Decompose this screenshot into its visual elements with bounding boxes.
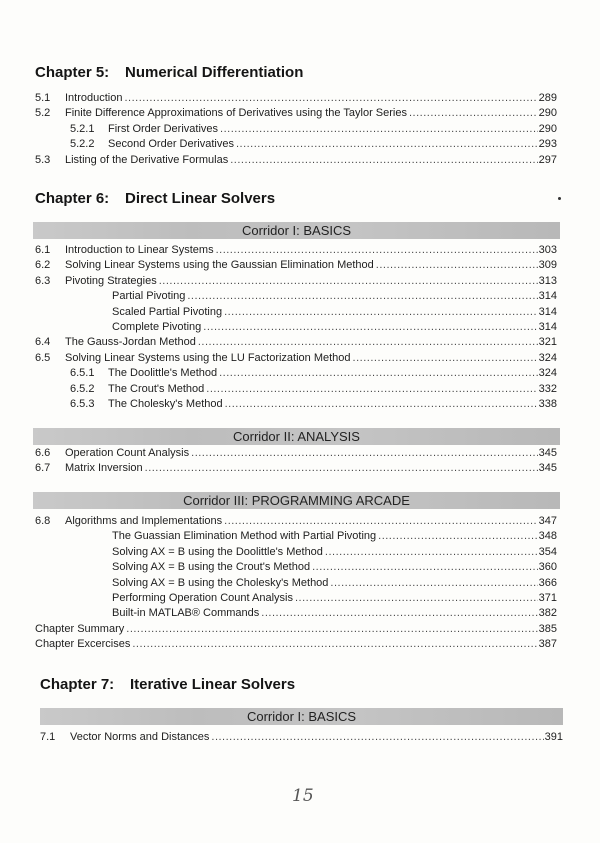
chapter-label: Chapter 5: [35,64,110,81]
dot-leader [409,106,538,121]
entry-page: 303 [538,244,557,256]
toc-section [35,514,557,653]
entry-line [70,730,563,745]
entry-line [108,382,557,397]
entry-number: 6.5.1 [70,367,95,380]
dot-leader [187,289,537,304]
entry-line [65,446,557,461]
entry-number: 5.1 [35,92,51,104]
toc-entry[interactable] [35,153,557,168]
entry-line [65,514,557,529]
entry-title: Built-in MATLAB® Commands [112,607,260,620]
toc-section [35,243,557,412]
toc-entry[interactable] [35,382,557,397]
dot-leader [225,397,538,412]
entry-page: 360 [538,561,557,574]
corridor-banner: Corridor II: ANALYSIS [33,428,560,445]
dot-leader [224,305,538,320]
toc-entry[interactable] [35,560,557,575]
dot-leader [145,461,538,476]
entry-line [112,560,557,575]
entry-title: Introduction to Linear Systems [65,244,214,256]
dot-leader [220,122,538,137]
entry-title: Vector Norms and Distances [70,731,210,743]
toc-section [35,91,557,168]
toc-entry[interactable] [35,545,557,560]
entry-page: 321 [538,336,557,349]
toc-entry[interactable] [35,461,557,476]
entry-title: Performing Operation Count Analysis [112,591,293,604]
dot-leader [230,153,537,168]
corridor-banner: Corridor III: PROGRAMMING ARCADE [33,492,560,509]
entry-line [112,576,557,591]
entry-page: 293 [538,138,557,151]
entry-line [65,153,557,168]
chapter-label: Chapter 7: [40,676,115,693]
chapter-title: Numerical Differentiation [125,64,304,81]
entry-page: 382 [538,607,557,620]
chapter-title: Direct Linear Solvers [125,190,276,207]
entry-title: Listing of the Derivative Formulas [65,153,229,166]
entry-page: 309 [538,259,557,272]
entry-page: 313 [538,274,557,287]
entry-line [35,622,557,637]
chapter-heading [35,64,303,81]
entry-page: 314 [538,305,557,318]
entry-page: 297 [538,153,557,166]
entry-line [65,106,557,121]
toc-entry[interactable] [35,366,557,381]
dot-leader [124,91,537,106]
entry-page: 348 [538,530,557,543]
entry-page: 345 [538,462,557,475]
page-number: 15 [292,786,314,806]
toc-entry[interactable] [35,106,557,121]
toc-entry[interactable] [35,243,557,258]
entry-line [65,335,557,350]
entry-page: 387 [538,638,557,651]
entry-title: The Guassian Elimination Method with Partial Pivoting [112,530,377,543]
entry-number: 6.4 [35,336,51,349]
corridor-banner: Corridor I: BASICS [40,708,563,725]
toc-entry[interactable] [35,637,557,652]
entry-line [112,606,557,621]
entry-title: Solving Linear Systems using the LU Factorization Method [65,351,351,364]
entry-page: 345 [538,447,557,459]
entry-line [65,274,557,289]
entry-title: The Doolittle's Method [108,367,218,380]
entry-title: Introduction [65,92,123,104]
dot-leader [312,560,538,575]
entry-title: Finite Difference Approximations of Derivatives using the Taylor Series [65,107,407,120]
entry-page: 314 [538,320,557,333]
entry-title: Solving AX = B using the Cholesky's Method [112,576,329,589]
toc-entry[interactable] [35,122,557,137]
dot-leader [198,335,538,350]
entry-title: Partial Pivoting [112,290,186,303]
toc-entry[interactable] [35,258,557,273]
entry-title: Chapter Excercises [35,638,131,651]
entry-title: Complete Pivoting [112,320,202,333]
entry-line [65,258,557,273]
entry-line [65,91,557,106]
entry-title: Second Order Derivatives [108,138,234,151]
entry-page: 332 [538,382,557,395]
toc-entry[interactable] [35,514,557,529]
toc-entry[interactable] [35,397,557,412]
entry-line [108,137,557,152]
corridor-banner: Corridor I: BASICS [33,222,560,239]
dot-leader [325,545,538,560]
entry-line [112,545,557,560]
toc-section [35,446,557,477]
chapter-label: Chapter 6: [35,190,110,207]
entry-page: 314 [538,290,557,303]
entry-page: 385 [538,622,557,635]
entry-title: Solving Linear Systems using the Gaussian Elimination Method [65,259,374,272]
toc-entry[interactable] [35,305,557,320]
entry-page: 391 [544,731,563,743]
chapter-heading [35,190,275,207]
dot-leader [203,320,537,335]
entry-line [35,637,557,652]
toc-entry[interactable] [35,335,557,350]
entry-line [112,529,557,544]
entry-title: Pivoting Strategies [65,274,157,287]
dot-leader [295,591,538,606]
entry-line [112,305,557,320]
toc-entry[interactable] [35,137,557,152]
dot-leader [261,606,537,621]
entry-line [112,591,557,606]
toc-section [40,730,563,745]
entry-page: 347 [538,515,557,527]
dot-leader [330,576,537,591]
entry-title: Algorithms and Implementations [65,515,223,527]
entry-title: Matrix Inversion [65,462,143,475]
entry-number: 6.2 [35,259,51,272]
entry-number: 5.3 [35,153,51,166]
toc-entry[interactable] [35,606,557,621]
toc-entry[interactable] [35,289,557,304]
entry-number: 5.2 [35,107,51,120]
toc-entry[interactable] [35,576,557,591]
toc-entry[interactable] [35,91,557,106]
entry-number: 6.8 [35,515,51,527]
toc-entry[interactable] [35,591,557,606]
entry-page: 290 [538,107,557,120]
entry-title: The Crout's Method [108,382,205,395]
entry-title: Chapter Summary [35,622,125,635]
entry-title: Solving AX = B using the Doolittle's Method [112,545,323,558]
entry-number: 6.6 [35,447,51,459]
dot-leader [219,366,538,381]
dot-leader [126,622,537,637]
entry-line [65,351,557,366]
entry-title: The Gauss-Jordan Method [65,336,196,349]
entry-line [108,366,557,381]
dot-leader [211,730,543,745]
entry-line [108,122,557,137]
entry-number: 6.5.2 [70,382,95,395]
entry-number: 6.5 [35,351,51,364]
entry-page: 338 [538,397,557,410]
entry-page: 290 [538,122,557,135]
entry-number: 6.5.3 [70,397,95,410]
entry-page: 354 [538,545,557,558]
entry-page: 371 [538,591,557,604]
entry-line [65,461,557,476]
entry-line [108,397,557,412]
entry-title: Solving AX = B using the Crout's Method [112,561,311,574]
dot-leader [376,258,538,273]
entry-number: 6.3 [35,274,51,287]
entry-title: The Cholesky's Method [108,397,223,410]
dot-leader [224,514,538,529]
dot-leader [191,446,538,461]
entry-number: 6.7 [35,462,51,475]
dot-leader [353,351,538,366]
dot-leader [159,274,538,289]
dot-leader [378,529,538,544]
entry-title: Operation Count Analysis [65,447,190,459]
entry-number: 6.1 [35,244,51,256]
toc-entry[interactable] [40,730,563,745]
dot-leader [216,243,538,258]
entry-title: Scaled Partial Pivoting [112,305,223,318]
dot-leader [132,637,537,652]
entry-page: 366 [538,576,557,589]
entry-page: 324 [538,367,557,380]
entry-number: 5.2.1 [70,122,95,135]
dot-leader [206,382,537,397]
dot-leader [236,137,538,152]
toc-entry[interactable] [35,446,557,461]
toc-entry[interactable] [35,529,557,544]
entry-title: First Order Derivatives [108,122,219,135]
entry-page: 289 [538,92,557,104]
chapter-heading [40,676,295,693]
entry-page: 324 [538,351,557,364]
toc-entry[interactable] [35,274,557,289]
entry-line [112,320,557,335]
toc-entry[interactable] [35,351,557,366]
toc-entry[interactable] [35,622,557,637]
entry-number: 5.2.2 [70,138,95,151]
toc-entry[interactable] [35,320,557,335]
scan-speck [558,197,561,200]
entry-number: 7.1 [40,731,56,743]
entry-line [65,243,557,258]
chapter-title: Iterative Linear Solvers [130,676,296,693]
entry-line [112,289,557,304]
